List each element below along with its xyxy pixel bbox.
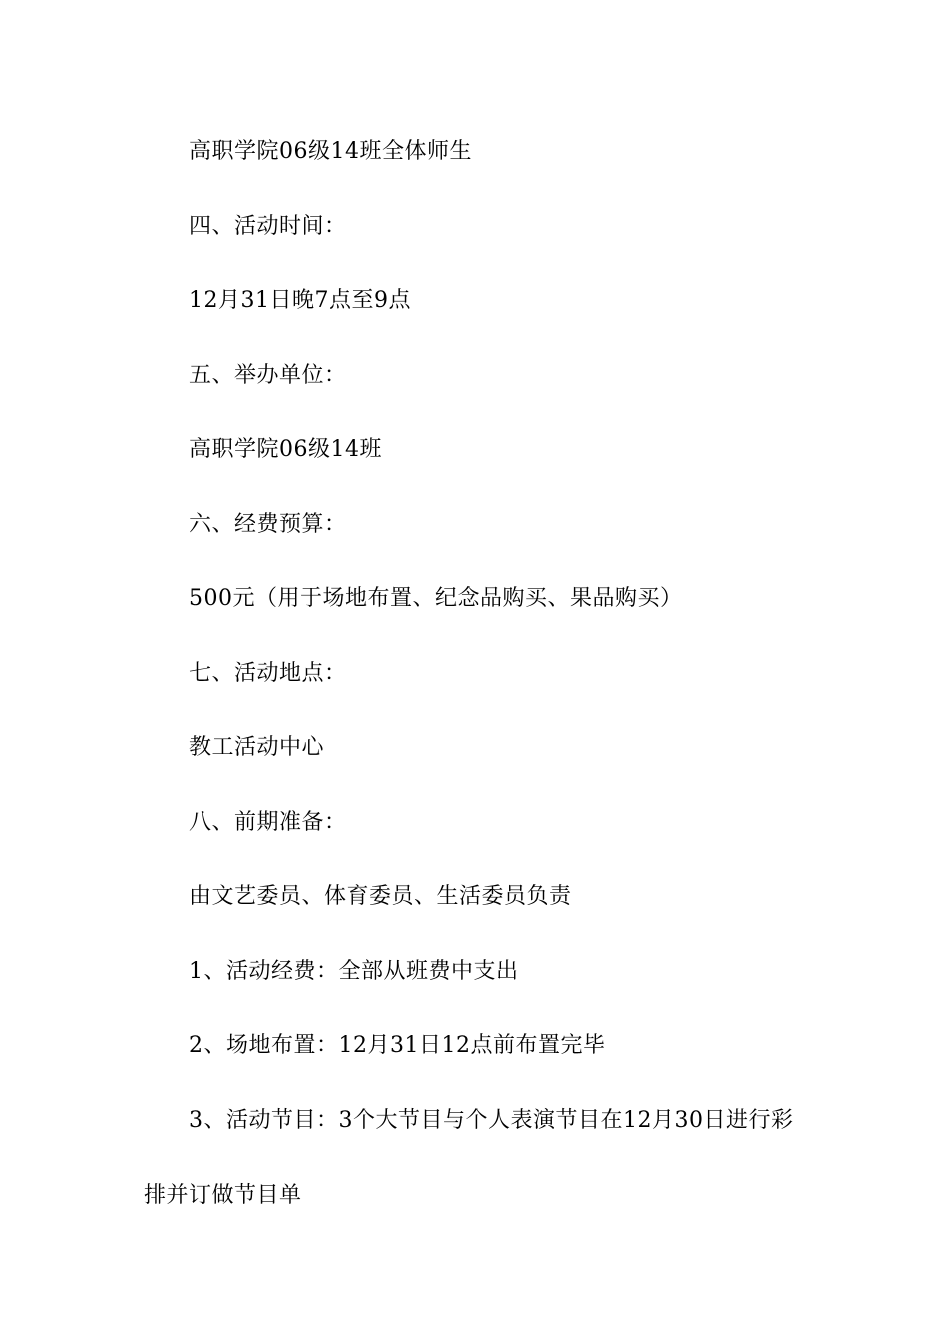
section-heading-location: 七、活动地点： [189,661,347,686]
preparation-item-3-continued: 排并订做节目单 [144,1183,302,1208]
budget-text: 500元（用于场地布置、纪念品购买、果品购买） [189,586,683,611]
organizer-text: 高职学院06级14班 [189,437,382,462]
section-heading-preparation: 八、前期准备： [189,810,347,835]
activity-time-text: 12月31日晚7点至9点 [189,288,411,313]
participants-text: 高职学院06级14班全体师生 [189,139,472,164]
section-heading-time: 四、活动时间： [189,214,347,239]
location-text: 教工活动中心 [189,735,325,760]
preparation-item-3: 3、活动节目：3个大节目与个人表演节目在12月30日进行彩 [189,1108,794,1133]
preparation-item-1: 1、活动经费：全部从班费中支出 [189,959,519,984]
preparation-responsible-text: 由文艺委员、体育委员、生活委员负责 [189,884,572,909]
section-heading-budget: 六、经费预算： [189,512,347,537]
preparation-item-2: 2、场地布置：12月31日12点前布置完毕 [189,1033,606,1058]
section-heading-organizer: 五、举办单位： [189,363,347,388]
